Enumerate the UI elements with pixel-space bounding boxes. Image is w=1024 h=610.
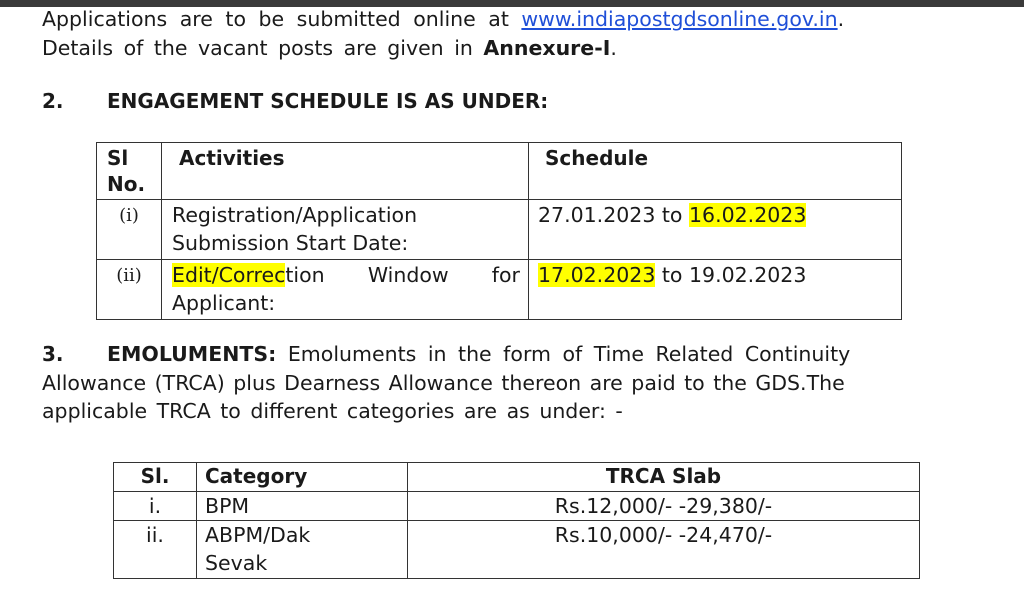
section-3-line-2: Allowance (TRCA) plus Dearness Allowance thereon are paid to the GDS.The (42, 371, 845, 395)
intro-line-2 (42, 34, 617, 63)
row-category (197, 521, 408, 579)
activity-line-1: Registration/Application (172, 203, 418, 227)
section-2-number: 2. (42, 89, 64, 113)
section-3-line-3: applicable TRCA to different categories are as under: - (42, 399, 623, 423)
activity-highlighted: Edit/Correc (172, 263, 286, 287)
activity-word: Window (367, 263, 449, 287)
activity-word-tail: tion (285, 263, 325, 287)
section-3-title: EMOLUMENTS: (107, 342, 277, 366)
schedule-end: 19.02.2023 (689, 263, 807, 287)
table-row (97, 260, 902, 320)
section-3-line-1 (107, 340, 850, 369)
section-3-number: 3. (42, 342, 64, 366)
schedule-to: to (655, 203, 689, 227)
intro-text-2: Details of the vacant posts are given in (42, 36, 484, 60)
schedule-start-highlighted: 17.02.2023 (538, 263, 656, 287)
header-sl-no: Sl No. (97, 143, 162, 200)
schedule-to: to (655, 263, 689, 287)
activity-line-1 (172, 261, 528, 289)
intro-text: Applications are to be submitted online at (42, 7, 522, 31)
row-category: BPM (197, 492, 408, 521)
row-sl: (i) (97, 200, 162, 260)
row-slab: Rs.12,000/- -29,380/- (408, 492, 920, 521)
header-category: Category (197, 463, 408, 492)
header-activities: Activities (162, 143, 529, 200)
row-activity (162, 200, 529, 260)
row-sl: (ii) (97, 260, 162, 320)
activity-line-2: Applicant: (172, 291, 276, 315)
activity-line-2: Submission Start Date: (172, 231, 409, 255)
row-activity (162, 260, 529, 320)
section-3-text-1: Emoluments in the form of Time Related Continuity (287, 342, 851, 366)
header-schedule: Schedule (529, 143, 902, 200)
intro-line-1 (42, 5, 844, 34)
table-header-row (97, 143, 902, 200)
header-trca-slab: TRCA Slab (408, 463, 920, 492)
trca-slab-table (113, 462, 920, 579)
intro-period: . (837, 7, 845, 31)
engagement-schedule-table (96, 142, 902, 320)
intro-period-2: . (610, 36, 617, 60)
annexure-reference: Annexure-I (483, 36, 611, 60)
row-slab: Rs.10,000/- -24,470/- (408, 521, 920, 579)
section-2-title: ENGAGEMENT SCHEDULE IS AS UNDER: (107, 89, 549, 113)
portal-link[interactable]: www.indiapostgdsonline.gov.in (521, 7, 838, 31)
schedule-end-highlighted: 16.02.2023 (689, 203, 807, 227)
row-schedule (529, 260, 902, 320)
activity-word: for (491, 263, 520, 287)
category-line-1: ABPM/Dak (205, 523, 311, 547)
schedule-start: 27.01.2023 (538, 203, 656, 227)
row-sl: i. (114, 492, 197, 521)
row-schedule (529, 200, 902, 260)
row-sl: ii. (114, 521, 197, 579)
header-sl: Sl. (114, 463, 197, 492)
table-row (114, 492, 920, 521)
table-row (97, 200, 902, 260)
table-header-row (114, 463, 920, 492)
category-line-2: Sevak (205, 551, 268, 575)
table-row (114, 521, 920, 579)
